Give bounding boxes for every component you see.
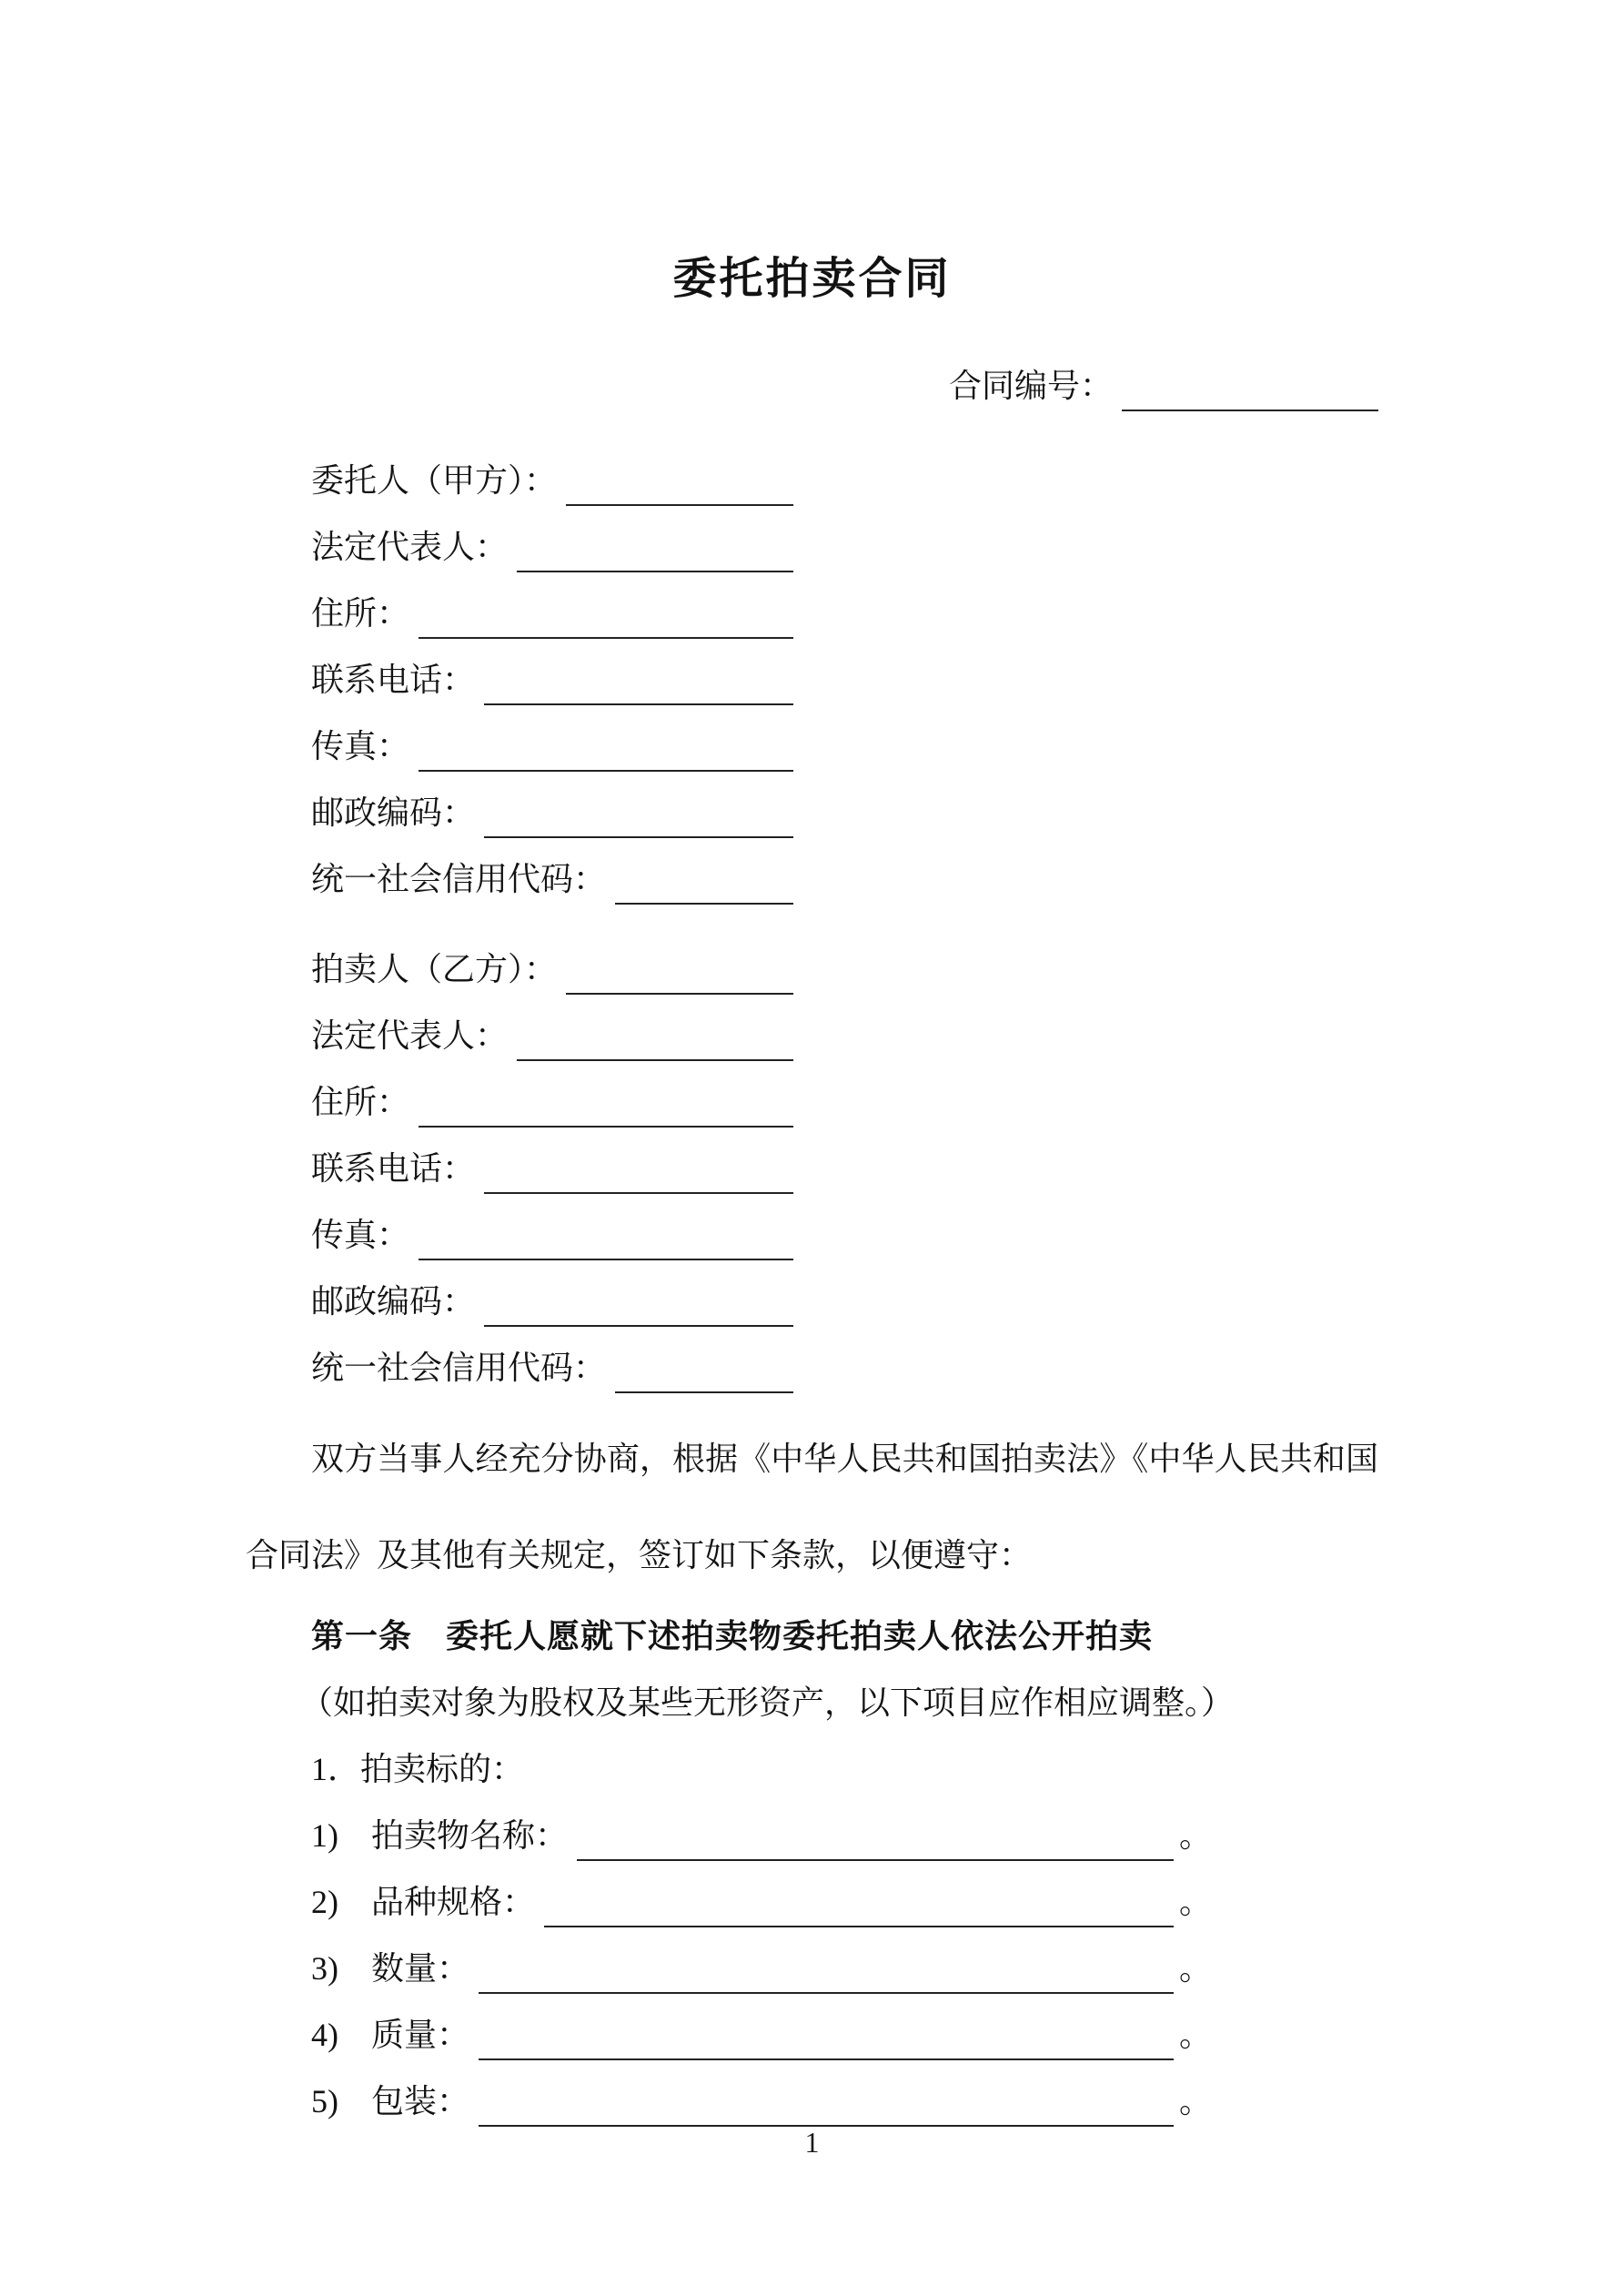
field-blank [517,514,793,572]
item-number: 5) [311,2083,338,2119]
article-1-heading: 第一条 委托人愿就下述拍卖物委托拍卖人依法公开拍卖 [311,1618,1154,1654]
item-number: 2) [311,1884,338,1920]
item-blank [479,2002,1174,2060]
field-blank [566,936,793,995]
item-blank [577,1803,1174,1861]
field-blank [484,1136,793,1194]
field-blank [419,713,793,772]
field-label: 邮政编码： [311,794,476,831]
item-number: 3) [311,1950,338,1987]
item-number: 4) [311,2017,338,2053]
article-1-note: （如拍卖对象为股权及某些无形资产，以下项目应作相应调整。） [300,1684,1235,1721]
field-row-credit-code [311,1335,793,1401]
item-row-variety-spec [311,1869,1212,1936]
field-row-fax [311,713,793,780]
item-label: 质量： [371,2017,470,2053]
field-row-address [311,581,793,647]
contract-number-blank [1122,353,1378,411]
field-label: 法定代表人： [311,529,509,565]
field-label: 统一社会信用代码： [311,1350,607,1386]
field-row-phone [311,1136,793,1202]
field-row-legal-rep [311,1003,793,1069]
field-blank [419,1202,793,1260]
field-label: 统一社会信用代码： [311,861,607,897]
party-a-block [246,448,1378,913]
item-period: 。 [1178,1817,1212,1854]
field-label: 法定代表人： [311,1017,509,1054]
field-label: 传真： [311,1217,410,1253]
item-blank [544,1869,1174,1927]
field-blank [419,1069,793,1128]
item-label: 数量： [371,1950,470,1987]
field-row-legal-rep [311,514,793,581]
contract-number-row [949,353,1378,420]
field-label: 委托人（甲方）： [311,462,558,499]
item-row-auction-name [311,1803,1212,1869]
preamble-paragraph [246,1411,1378,1603]
preamble-line-1: 双方当事人经充分协商，根据《中华人民共和国拍卖法》《中华人民共和国 [311,1441,1378,1477]
field-label: 联系电话： [311,1150,476,1187]
field-row-phone [311,647,793,713]
item-blank [479,1936,1174,1994]
party-b-block [246,936,1378,1401]
field-label: 住所： [311,1084,410,1120]
item-period: 。 [1178,1884,1212,1920]
field-label: 拍卖人（乙方）： [311,951,558,987]
field-row-auctioneer [311,936,793,1003]
field-blank [419,581,793,639]
item-label: 包装： [371,2083,470,2119]
field-row-postcode [311,780,793,846]
field-row-client [311,448,793,514]
item-period: 。 [1178,2017,1212,2053]
field-row-credit-code [311,846,793,913]
item-period: 。 [1178,2083,1212,2119]
field-label: 联系电话： [311,662,476,698]
field-blank [615,1335,793,1393]
field-label: 邮政编码： [311,1283,476,1320]
document-title: 委托拍卖合同 [672,255,952,303]
contract-number-label: 合同编号： [949,368,1114,404]
item-row-quantity [311,1936,1212,2002]
item-period: 。 [1178,1950,1212,1987]
page-number: 1 [804,2126,820,2159]
field-row-address [311,1069,793,1136]
field-blank [517,1003,793,1061]
item-label: 品种规格： [371,1884,536,1920]
field-blank [615,846,793,905]
preamble-line-2: 合同法》及其他有关规定，签订如下条款，以便遵守： [246,1537,1033,1573]
field-blank [484,1269,793,1327]
item-number: 1) [311,1817,338,1854]
field-row-postcode [311,1269,793,1335]
field-blank [566,448,793,506]
field-blank [484,647,793,705]
field-label: 住所： [311,595,410,632]
item-label: 拍卖物名称： [371,1817,569,1854]
field-label: 传真： [311,728,410,764]
auction-subject-intro: 1．拍卖标的： [311,1751,525,1787]
item-blank [479,2068,1174,2127]
item-row-quality [311,2002,1212,2068]
field-row-fax [311,1202,793,1269]
field-blank [484,780,793,838]
